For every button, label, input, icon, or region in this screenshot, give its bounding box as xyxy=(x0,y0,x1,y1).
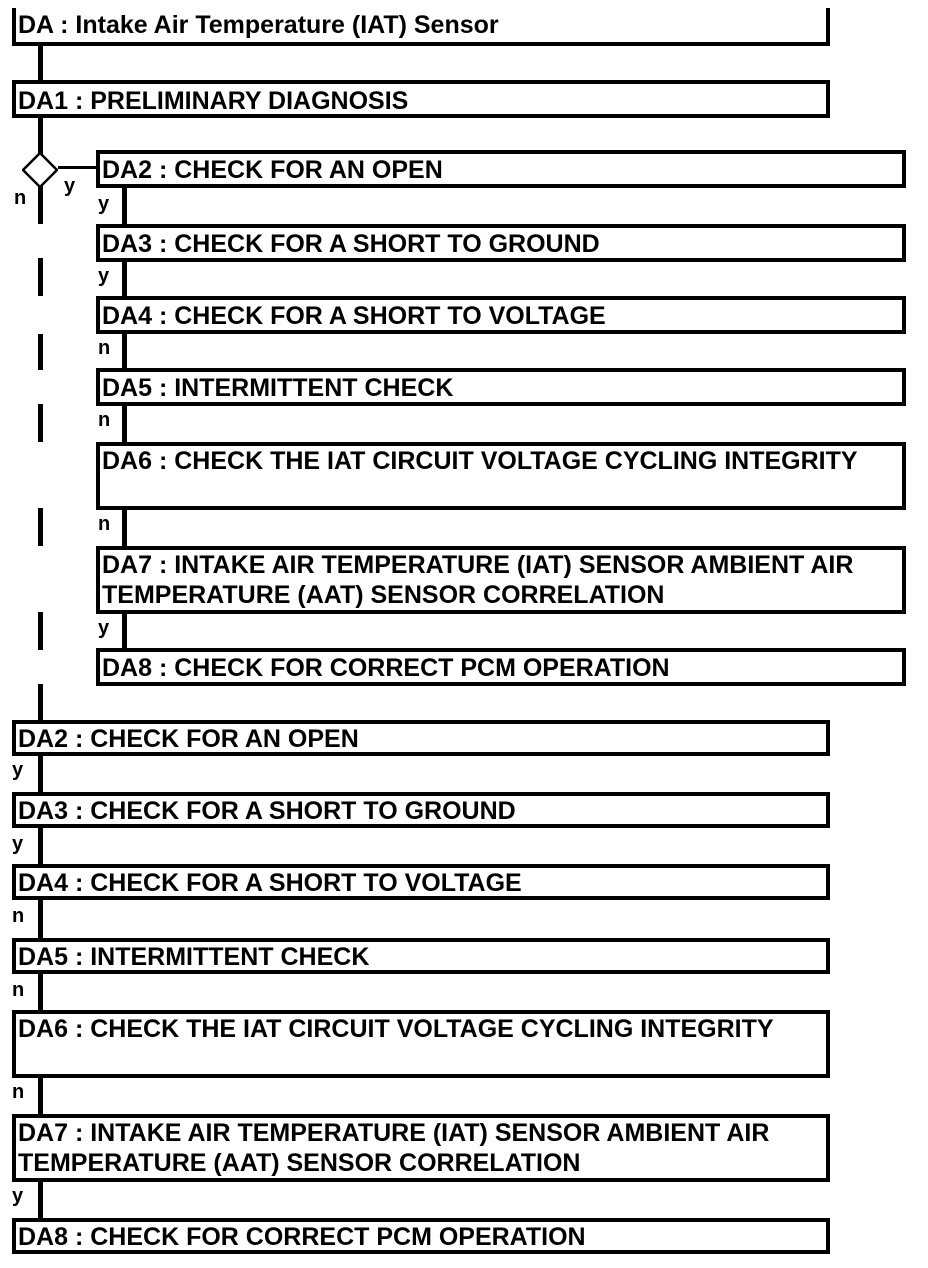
step-label: DA2 : CHECK FOR AN OPEN xyxy=(102,156,443,184)
branch-transition-label: y xyxy=(98,265,110,287)
step-label: DA4 : CHECK FOR A SHORT TO VOLTAGE xyxy=(102,302,606,330)
step-label: DA1 : PRELIMINARY DIAGNOSIS xyxy=(18,87,409,115)
main-transition-label: y xyxy=(12,1185,24,1207)
step-da6-box[interactable] xyxy=(12,1010,830,1078)
trunk-line-lower xyxy=(38,684,43,722)
step-label: DA4 : CHECK FOR A SHORT TO VOLTAGE xyxy=(18,869,522,897)
trunk-dash xyxy=(38,258,43,296)
step-label: DA5 : INTERMITTENT CHECK xyxy=(102,374,454,402)
branch-connector xyxy=(58,166,98,169)
main-line xyxy=(38,826,43,866)
branch-line xyxy=(122,332,127,372)
trunk-dash xyxy=(38,612,43,650)
step-label: DA3 : CHECK FOR A SHORT TO GROUND xyxy=(102,230,600,258)
step-label: DA7 : INTAKE AIR TEMPERATURE (IAT) SENSOR AMBIENT AIR TEMPERATURE (AAT) SENSOR CORRELATION xyxy=(18,1119,777,1177)
diagram-title: DA : Intake Air Temperature (IAT) Sensor xyxy=(18,11,499,39)
step-label: DA2 : CHECK FOR AN OPEN xyxy=(18,725,359,753)
main-line xyxy=(38,898,43,940)
branch-step-da7-box[interactable] xyxy=(96,546,906,614)
trunk-dash xyxy=(38,404,43,442)
decision-diamond-icon xyxy=(22,152,58,188)
step-da7-box[interactable] xyxy=(12,1114,830,1182)
decision-yes-label: y xyxy=(64,175,76,197)
branch-step-da4-box[interactable] xyxy=(96,296,906,334)
step-da1-box[interactable] xyxy=(12,80,830,118)
step-label: DA6 : CHECK THE IAT CIRCUIT VOLTAGE CYCLING INTEGRITY xyxy=(18,1015,774,1043)
main-line xyxy=(38,1180,43,1220)
branch-step-da8-box[interactable] xyxy=(96,648,906,686)
decision-no-label: n xyxy=(14,187,27,209)
branch-line xyxy=(122,612,127,652)
branch-transition-label: y xyxy=(98,193,110,215)
step-label: DA7 : INTAKE AIR TEMPERATURE (IAT) SENSOR AMBIENT AIR TEMPERATURE (AAT) SENSOR CORRELATION xyxy=(102,551,861,609)
branch-step-da2-box[interactable] xyxy=(96,150,906,188)
step-label: DA3 : CHECK FOR A SHORT TO GROUND xyxy=(18,797,516,825)
trunk-line-upper xyxy=(38,116,43,156)
step-da2-box[interactable] xyxy=(12,720,830,756)
branch-line xyxy=(122,404,127,444)
main-transition-label: n xyxy=(12,979,25,1001)
branch-step-da5-box[interactable] xyxy=(96,368,906,406)
main-transition-label: y xyxy=(12,833,24,855)
step-da5-box[interactable] xyxy=(12,938,830,974)
trunk-line-top xyxy=(38,44,43,82)
main-line xyxy=(38,1076,43,1116)
step-label: DA8 : CHECK FOR CORRECT PCM OPERATION xyxy=(102,654,670,682)
step-da3-box[interactable] xyxy=(12,792,830,828)
branch-transition-label: y xyxy=(98,617,110,639)
branch-transition-label: n xyxy=(98,337,111,359)
main-transition-label: y xyxy=(12,759,24,781)
step-da4-box[interactable] xyxy=(12,864,830,900)
branch-line xyxy=(122,186,127,226)
step-da8-box[interactable] xyxy=(12,1218,830,1254)
branch-line xyxy=(122,258,127,298)
step-label: DA5 : INTERMITTENT CHECK xyxy=(18,943,370,971)
trunk-dash xyxy=(38,508,43,546)
trunk-dash xyxy=(38,334,43,370)
main-transition-label: n xyxy=(12,1081,25,1103)
main-line xyxy=(38,972,43,1012)
branch-step-da6-box[interactable] xyxy=(96,442,906,510)
branch-line xyxy=(122,508,127,548)
step-label: DA6 : CHECK THE IAT CIRCUIT VOLTAGE CYCLING INTEGRITY xyxy=(102,447,858,475)
main-transition-label: n xyxy=(12,905,25,927)
trunk-line-after-diamond xyxy=(38,186,43,224)
branch-step-da3-box[interactable] xyxy=(96,224,906,262)
step-label: DA8 : CHECK FOR CORRECT PCM OPERATION xyxy=(18,1223,586,1251)
branch-transition-label: n xyxy=(98,513,111,535)
title-box xyxy=(12,8,830,46)
main-line xyxy=(38,754,43,794)
branch-transition-label: n xyxy=(98,409,111,431)
